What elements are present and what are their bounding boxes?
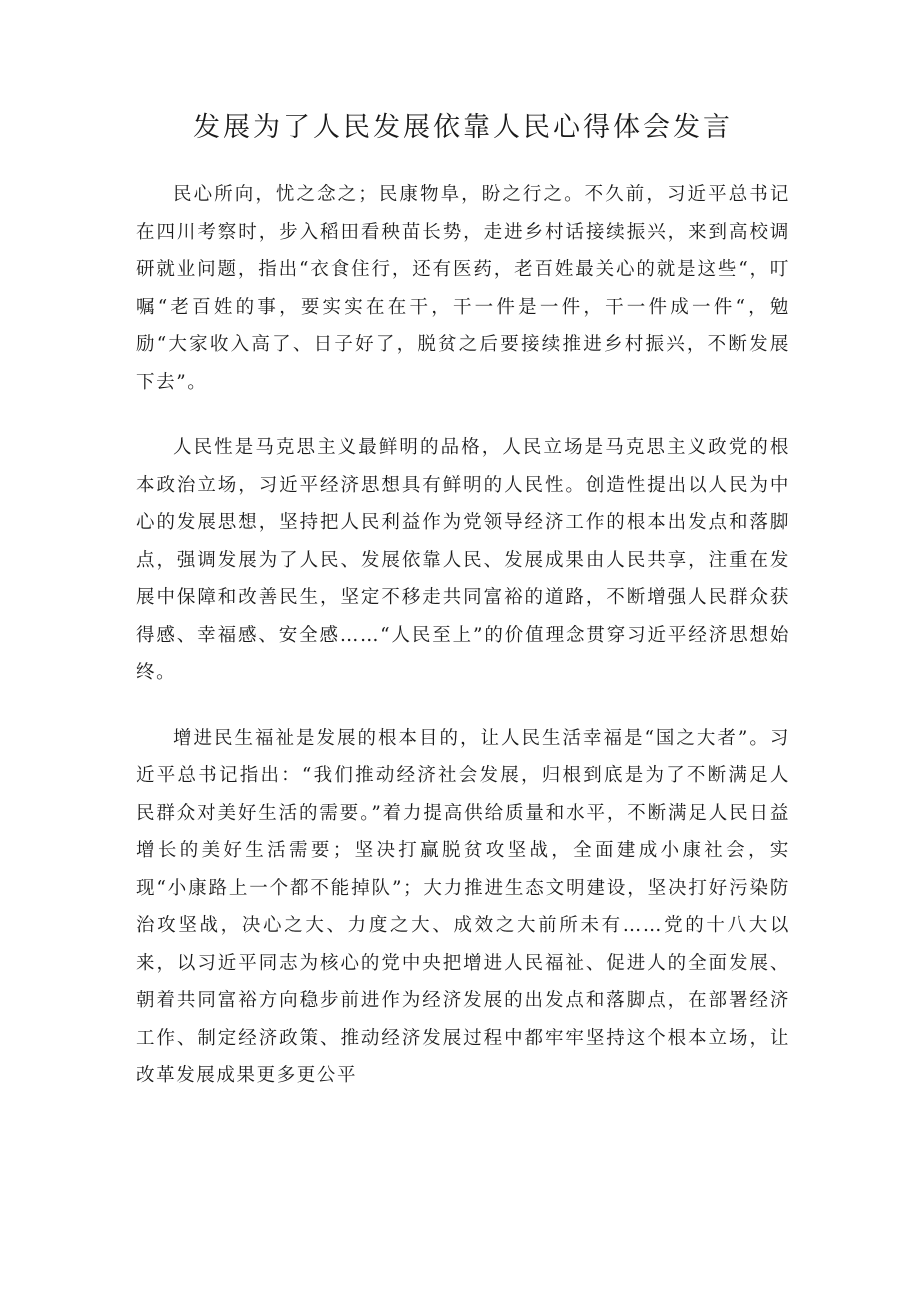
paragraph-1: 民心所向，忧之念之；民康物阜，盼之行之。不久前，习近平总书记在四川考察时，步入稻田看秧苗长势，走进乡村话接续振兴，来到高校调研就业问题，指出“衣食住行，还有医药，老百姓最关心的就是这些“，叮嘱“老百姓的事，要实实在在干，干一件是一件，干一件成一件“，勉励“大家收入高了、日子好了，脱贫之后要接续推进乡村振兴，不断发展下去”。 xyxy=(136,184,790,393)
document-title: 发展为了人民发展依靠人民心得体会发言 xyxy=(193,112,733,143)
paragraph-3: 增进民生福祉是发展的根本目的，让人民生活幸福是“国之大者”。习近平总书记指出：“我们推动经济社会发展，归根到底是为了不断满足人民群众对美好生活的需要。”着力提高供给质量和水平，不断满足人民日益增长的美好生活需要；坚决打赢脱贫攻坚战，全面建成小康社会，实现“小康路上一个都不能掉队”；大力推进生态文明建设，坚决打好污染防治攻坚战，决心之大、力度之大、成效之大前所未有……党的十八大以来，以习近平同志为核心的党中央把增进人民福祉、促进人的全面发展、朝着共同富裕方向稳步前进作为经济发展的出发点和落脚点，在部署经济工作、制定经济政策、推动经济发展过程中都牢牢坚持这个根本立场，让改革发展成果更多更公平 xyxy=(136,727,790,1086)
paragraph-2: 人民性是马克思主义最鲜明的品格，人民立场是马克思主义政党的根本政治立场，习近平经济思想具有鲜明的人民性。创造性提出以人民为中心的发展思想，坚持把人民利益作为党领导经济工作的根本出发点和落脚点，强调发展为了人民、发展依靠人民、发展成果由人民共享，注重在发展中保障和改善民生，坚定不移走共同富裕的道路，不断增强人民群众获得感、幸福感、安全感……“人民至上”的价值理念贯穿习近平经济思想始终。 xyxy=(136,437,790,683)
